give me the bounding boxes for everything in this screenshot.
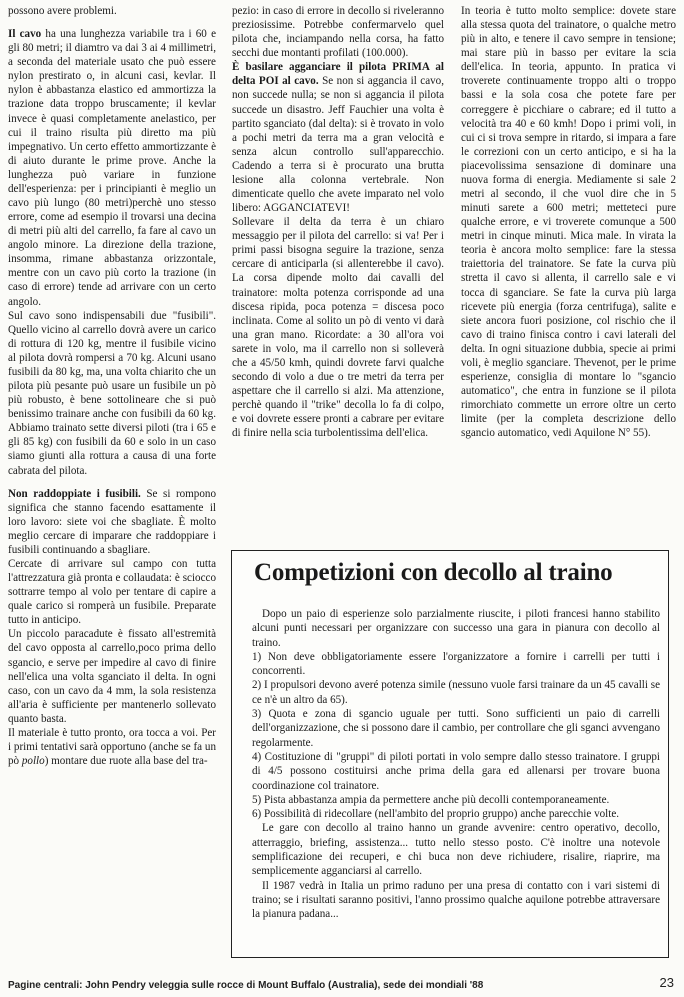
paragraph: Un piccolo paracadute è fissato all'estremità del cavo opposta al carrello,poco prima dello sgancio, e serve per impedire al cavo di finire nell'elica una volta sganciato il delta. In ogni caso, con un cavo da 4 mm, la sola resistenza all'aria è sufficiente per mantenerlo sollevato quanto basta.	[8, 628, 216, 725]
box-closing: Le gare con decollo al traino hanno un grande avvenire: centro operativo, decollo, atterraggio, briefing, assistenza... tutto nello stesso posto. C'è inoltre una notevole semplificazione dei recuperi, e chi buca non deve richiudere, risalire, riaprire, ma semplicemente agganciarsi al carrello.	[252, 822, 660, 878]
paragraph-text: ) montare due ruote alla base del tra-	[44, 755, 208, 768]
paragraph: pezio: in caso di errore in decollo si riveleranno preziosissime. Potrebbe confermarvelo quel pilota che, inciampando nella corsa, ha fatto secchi due montanti profilati (100.000).	[232, 5, 444, 60]
sidebar-box	[231, 550, 669, 958]
list-item: 5) Pista abbastanza ampia da permettere anche più decolli contemporaneamente.	[252, 793, 610, 806]
paragraph: Sollevare il delta da terra è un chiaro messaggio per il pilota del carrello: si va! Per i primi passi bisogna seguire la trazione, senza cercare di anticiparla (si allenterebbe il cavo). La corsa dipende molto dai cavalli del trainatore: molta potenza corrisponde ad una discesa ripida, poca potenza = discesa poco inclinata. Come al solito un pò di vento vi darà una gran mano. Ricordate: a 30 all'ora voi sarete in volo, ma il carrello non si solleverà che a 45/50 kmh, quindi dovrete farvi qualche secondo di volo a due o tre metri da terra per aspettare che il carrello si alzi. Ma attenzione, perchè quando il "trike" decolla lo fa di colpo, e voi dovrete essere pronti a cabrare per evitare di finire nella scia turbolentissima dell'elica.	[232, 216, 444, 440]
paragraph-text: ha una lunghezza variabile tra i 60 e gli 80 metri; il diamtro va dai 3 ai 4 millimetri, a seconda del materiale usato che può essere nylon prestirato o, in alcuni casi, kevlar. Il nylon è abbastanza elastico ed ammortizza la trazione data troppo bruscamente; il kevlar invece è quasi completamente anelastico, per cui il traino risulta più diretto ma più impegnativo. Un certo effetto ammortizzante è di aiuto durante le prime prove. Anche la lunghezza può variare in funzione dell'esperienza: per i principianti è meglio un cavo più lungo (80 metri)perchè uno stesso errore, come ad esempio il trovarsi una decina di metri più alti del carrello, fa fare al cavo un angolo minore. La direzione della trazione, insomma, rimane abbastanza orizzontale, mentre con un cavo più corto la trazione (in caso di errore) tende ad arrivare con un certo angolo.	[8, 28, 216, 308]
paragraph-text: Se si rompono significa che stanno facendo esattamente il loro lavoro: siete voi che sbagliate. È molto meglio cercare di imparare che raddoppiare i fusibili continuando a sbagliare.	[8, 487, 216, 556]
list-item: 2) I propulsori devono averé potenza simile (nessuno vuole farsi trainare da un 45 cavalli se ce n'è un altro da 65).	[252, 679, 660, 706]
paragraph	[8, 726, 216, 768]
text-column-1	[8, 4, 216, 768]
box-closing: Il 1987 vedrà in Italia un primo raduno per una presa di contatto con i vari sistemi di traino; se i risultati saranno positivi, l'anno prossimo qualche aquilone potrebbe attraversare la pianura padana...	[252, 879, 660, 921]
paragraph-lead: Non raddoppiate i fusibili.	[8, 487, 141, 500]
page-number: 23	[659, 975, 674, 990]
paragraph: Cercate di arrivare sul campo con tutta l'attrezzatura già pronta e collaudata: è sciocco sottrarre tempo al volo per tentare di capire a quale carico si romperà un fusibile. Preparate tutto in anticipo.	[8, 557, 216, 627]
photo-caption: Pagine centrali: John Pendry veleggia sulle rocce di Mount Buffalo (Australia), sede dei mondiali '88	[8, 980, 484, 991]
paragraph-lead: Il cavo	[8, 28, 42, 41]
box-body	[252, 607, 660, 922]
text-column-3	[461, 4, 676, 440]
paragraph: possono avere problemi.	[8, 5, 117, 17]
box-intro: Dopo un paio di esperienze solo parzialmente riuscite, i piloti francesi hanno stabilito alcuni punti necessari per organizzare con successo una gara in pianura con decollo al traino.	[252, 608, 660, 649]
paragraph	[8, 27, 216, 309]
list-item: 4) Costituzione di "gruppi" di piloti portati in volo sempre dallo stesso trainatore. I gruppi di 4/5 possono costituirsi anche prima della gara ed allenarsi per trovare buona coordinazione col trainatore.	[252, 750, 660, 792]
text-column-2	[232, 4, 444, 440]
box-title: Competizioni con decollo al traino	[254, 559, 613, 586]
paragraph: In teoria è tutto molto semplice: dovete stare alla stessa quota del trainatore, o qualche metro più in alto, e tenere il cavo sempre in tensione; mai stare più in basso per evitare la scia dell'elica. In teoria, appunto. In pratica vi troverete continuamente troppo alti o troppo bassi e la sola cosa che potete fare per correggere è picchiare o cabrare; ed il tutto a velocità tra 40 e 60 kmh! Dopo i primi voli, in cui ci si trova sempre in ritardo, si impara a fare le correzioni con un certo anticipo, e si ha la piacevolissima sensazione di dominare una nuova forma di energia. Mediamente si sale 2 metri al secondo, il che vuol dire che in 5 minuti sarete a 600 metri; metteteci pure qualche errore, e vi troverete comunque a 500 metri in cinque minuti. Mica male. In virata la teoria è ancora molto semplice: fare la stessa traiettoria del trainatore. Se fate la curva più stretta il cavo si allenta, il carrello sale e vi tocca di sganciare. Se fate la curva più larga ricevete più energia (forza centrifuga), salite e siete ancora fuori posizione, col rischio che il cavo di traino finisca contro i cavi laterali del delta. In ogni situazione dubbia, specie ai primi voli, è meglio sganciare. Thevenot, per le prime esperienze, consiglia di montare lo "sgancio automatico", che entra in funzione se il pilota rimorchiato commette un errore oltre un certo limite (per la completa descrizione dello sgancio automatico, vedi Aquilone N° 55).	[461, 5, 676, 440]
paragraph	[232, 60, 444, 215]
paragraph-lead: È basilare agganciare il pilota PRIMA al delta POI al cavo.	[232, 61, 444, 88]
paragraph	[8, 487, 216, 557]
list-item: 6) Possibilità di ridecollare (nell'ambito del proprio gruppo) anche parecchie volte.	[252, 808, 620, 821]
list-item: 3) Quota e zona di sgancio uguale per tutti. Sono sufficienti un paio di carrelli dell'organizzazione, che si possono dare il cambio, per controllare che gli sganci avvengano regolarmente.	[252, 708, 660, 749]
paragraph-text: Se non si aggancia il cavo, non succede nulla; se non si aggancia il pilota succede un disastro. Jeff Fauchier una volta è partito sganciato (dal delta): si è trovato in volo a pochi metri da terra ma a gran velocità e senza alcun controllo sull'apparecchio. Cadendo a terra si è procurato una brutta lesione alla colonna vertebrale. Non dimenticate quello che avete imparato nel volo libero: AGGANCIATEVI!	[232, 75, 444, 215]
list-item: 1) Non deve obbligatoriamente essere l'organizzatore a fornire i carrelli per tutti i concorrenti.	[252, 650, 660, 678]
paragraph-text: Il materiale è tutto pronto, ora tocca a voi. Per i primi tentativi sarà opportuno (anche se fa un pò	[8, 726, 216, 768]
italic-word: pollo	[21, 755, 45, 768]
paragraph: Sul cavo sono indispensabili due "fusibili". Quello vicino al carrello dovrà avere un carico di rottura di 120 kg, mentre il fusibile vicino al pilota dovrà rompersi a 70 kg. Alcuni usano fusibili da 80 kg, ma, una volta chiarito che un pilota più pesante può usare un fusibile un pò più robusto, è bene sottolineare che si può benissimo trainare anche con fusibili da 60 kg. Abbiamo trainato sette diversi piloti (tra i 65 e gli 85 kg) con fusibili da 60 e solo in un caso siamo giunti alla rottura a causa di una forte cabrata del pilota.	[8, 309, 216, 477]
